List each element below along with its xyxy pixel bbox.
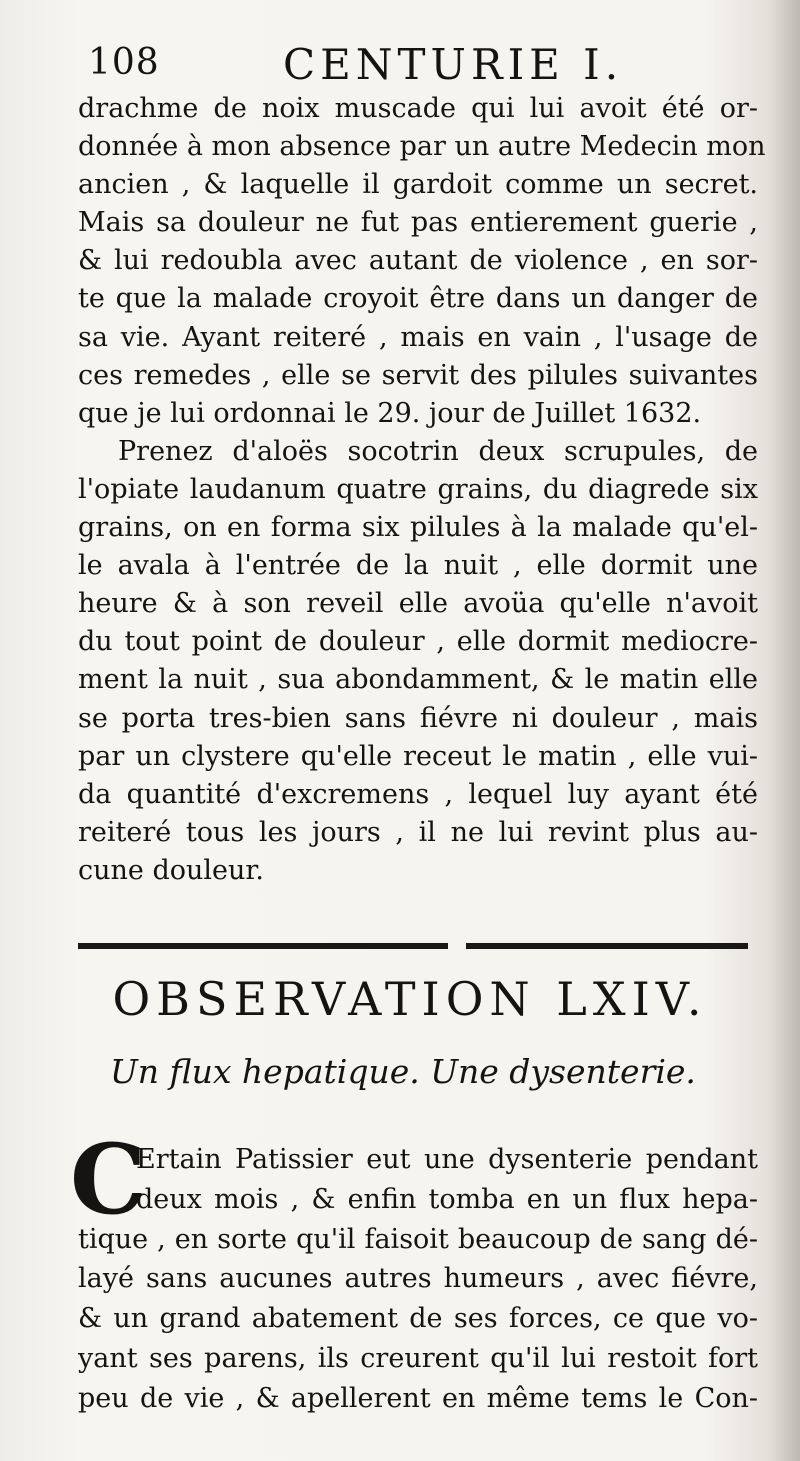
- text-line: & un grand abatement de ses forces, ce que vo-: [78, 1303, 758, 1335]
- observation-subtitle: Un flux hepatique. Une dysenterie.: [110, 1052, 696, 1091]
- text-line: se porta tres-bien sans fiévre ni douleur , mais: [78, 702, 758, 734]
- text-line: Mais sa douleur ne fut pas entierement guerie ,: [78, 207, 758, 239]
- text-line: que je lui ordonnai le 29. jour de Juillet 1632.: [78, 397, 702, 429]
- text-line: ces remedes , elle se servit des pilules suivantes: [78, 359, 758, 391]
- text-line: da quantité d'excremens , lequel luy ayant été: [78, 778, 758, 810]
- text-line: & lui redoubla avec autant de violence , en sor-: [78, 245, 758, 277]
- text-line: layé sans aucunes autres humeurs , avec fiévre,: [78, 1263, 758, 1295]
- text-line: cune douleur.: [78, 854, 264, 886]
- text-line: ment la nuit , sua abondamment, & le matin elle: [78, 664, 758, 696]
- text-line: du tout point de douleur , elle dormit mediocre-: [78, 626, 758, 658]
- text-line: Prenez d'aloës socotrin deux scrupules, de: [118, 435, 758, 467]
- page-number: 108: [88, 42, 160, 83]
- body-text: [78, 90, 766, 890]
- text-line: reiteré tous les jours , il ne lui revint plus au-: [78, 816, 758, 848]
- text-line: Ertain Patissier eut une dysenterie pendant: [136, 1144, 758, 1175]
- text-line: deux mois , & enfin tomba en un flux hepa-: [136, 1183, 758, 1215]
- text-line: l'opiate laudanum quatre grains, du diagrede six: [78, 473, 758, 505]
- text-line: tique , en sorte qu'il faisoit beaucoup de sang dé-: [78, 1223, 758, 1255]
- section-rule: [78, 943, 448, 949]
- page-header: [78, 40, 758, 90]
- drop-cap: C: [70, 1123, 147, 1236]
- text-line: le avala à l'entrée de la nuit , elle dormit une: [78, 550, 758, 582]
- text-line: par un clystere qu'elle receut le matin , elle vui-: [78, 740, 758, 772]
- observation-title: OBSERVATION LXIV.: [112, 972, 708, 1026]
- running-head: CENTURIE I.: [283, 40, 624, 89]
- section-rule: [466, 943, 748, 949]
- text-line: te que la malade croyoit être dans un danger de: [78, 283, 758, 315]
- text-line: drachme de noix muscade qui lui avoit été or-: [78, 93, 758, 124]
- text-line: grains, on en forma six pilules à la malade qu'el-: [78, 512, 758, 544]
- text-line: peu de vie , & apellerent en même tems le Con-: [78, 1382, 758, 1414]
- text-line: yant ses parens, ils creurent qu'il lui restoit fort: [78, 1342, 758, 1374]
- text-line: sa vie. Ayant reiteré , mais en vain , l'usage de: [78, 321, 758, 353]
- text-line: heure & à son reveil elle avoüa qu'elle n'avoit: [78, 588, 758, 620]
- text-line: ancien , & laquelle il gardoit comme un secret.: [78, 169, 758, 201]
- observation-text: [70, 1123, 758, 1419]
- text-line: donnée à mon absence par un autre Medecin mon: [78, 131, 766, 163]
